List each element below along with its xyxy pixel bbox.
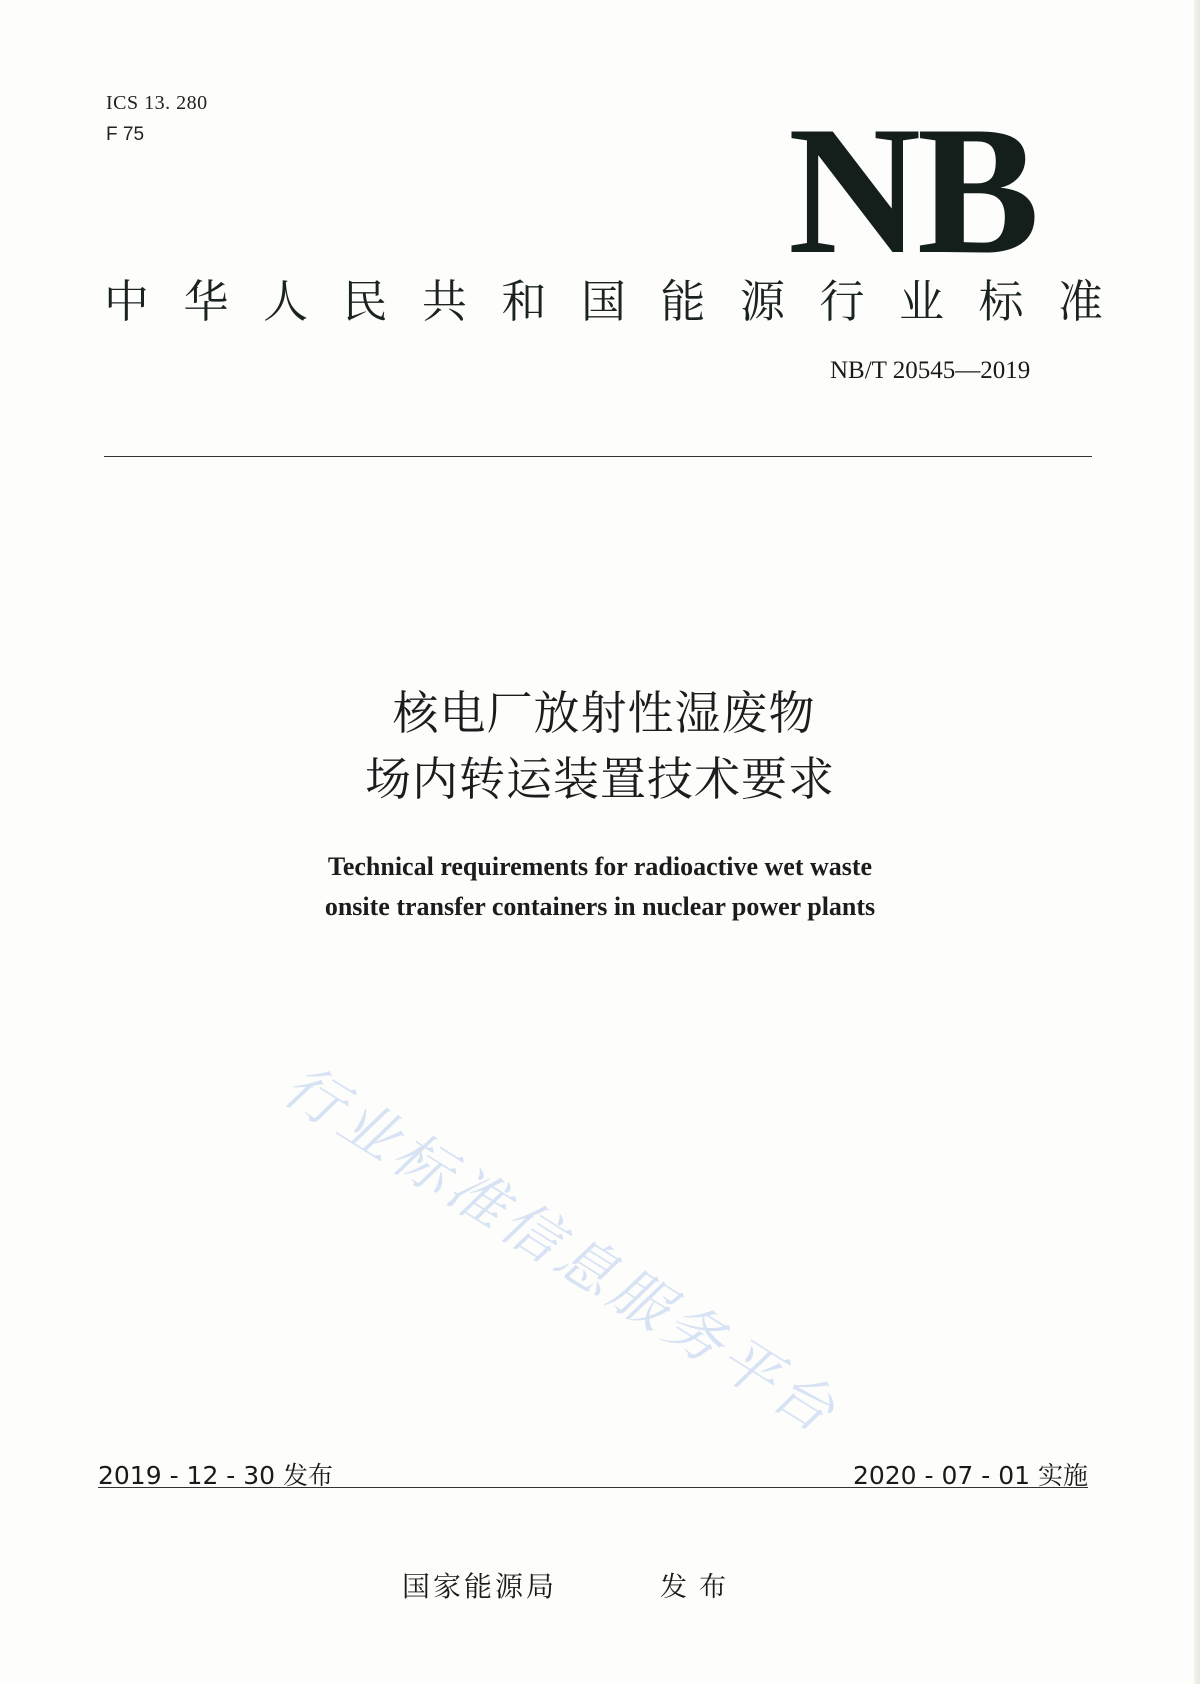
publisher-name: 国家能源局	[402, 1570, 558, 1603]
publish-label: 发布	[660, 1572, 738, 1603]
header-divider	[104, 456, 1092, 457]
english-title-line-1: Technical requirements for radioactive wet waste	[327, 852, 873, 881]
issue-date: 2019 - 12 - 30 发布	[98, 1461, 334, 1490]
watermark: 行业标准信息服务平台	[272, 1051, 851, 1448]
standard-type-title: 中华人民共和国能源行业标准	[104, 275, 1138, 328]
nb-logo: NB	[788, 88, 1036, 292]
footer-divider	[98, 1487, 1088, 1488]
page-edge	[1194, 0, 1200, 1684]
ics-code: ICS 13. 280	[106, 92, 208, 114]
ccs-code: F 75	[106, 124, 145, 145]
standard-number: NB/T 20545—2019	[830, 357, 1031, 384]
english-title	[0, 847, 1200, 927]
chinese-title-line-2: 场内转运装置技术要求	[365, 752, 835, 806]
implementation-date: 2020 - 07 - 01 实施	[852, 1461, 1088, 1490]
english-title-line-2: onsite transfer containers in nuclear power plants	[324, 892, 876, 921]
chinese-title-line-1: 核电厂放射性湿废物	[392, 686, 816, 740]
chinese-title	[0, 680, 1200, 812]
